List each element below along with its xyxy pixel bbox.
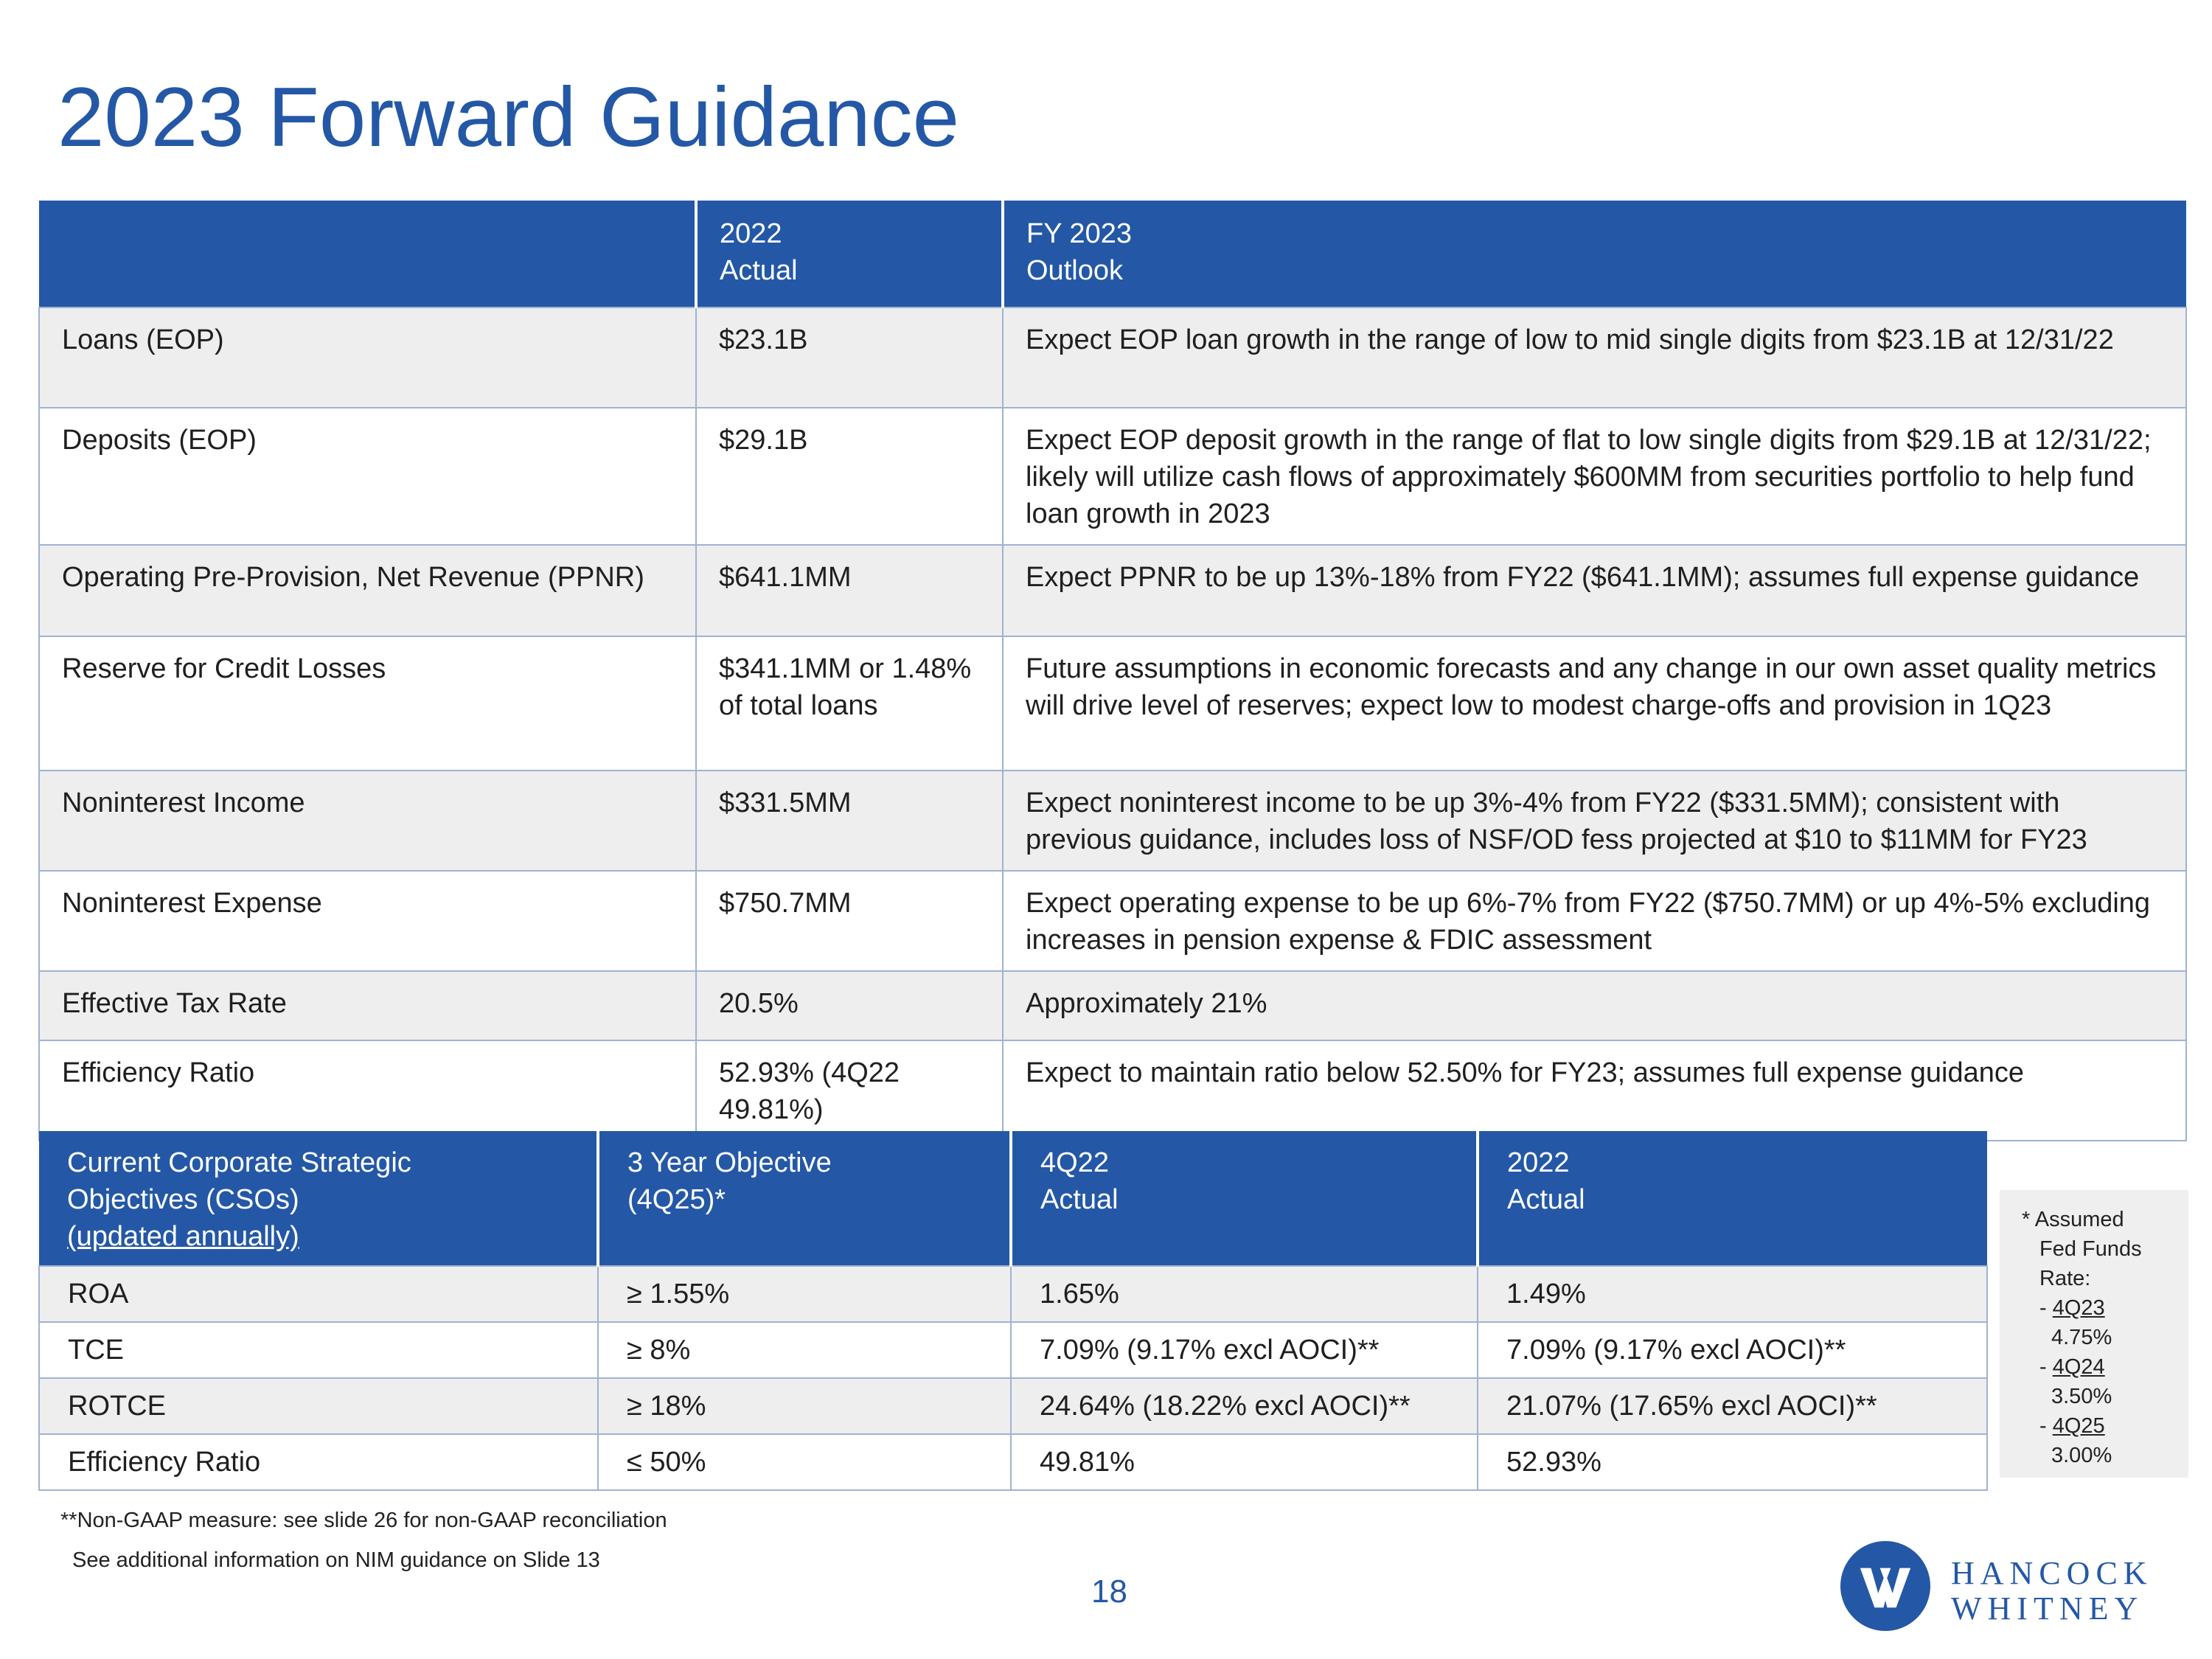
table-row [39,636,2186,771]
table-row [39,1378,1987,1434]
actual-cell: $341.1MM or 1.48% of total loans [696,636,1003,771]
efficiency-actual-value: 52.93% (4Q22 49.81%) [719,1057,900,1125]
metric-cell: Effective Tax Rate [39,971,696,1040]
fed-item: - 4Q23 [2039,1296,2105,1320]
table-row [39,971,2186,1040]
hancock-whitney-logo-icon [1840,1541,1930,1631]
guidance-header-outlook: FY 2023 Outlook [1003,201,2186,307]
outlook-cell: Approximately 21% [1003,971,2186,1040]
cso-name-cell: TCE [39,1322,598,1378]
cso-2022-cell: 52.93% [1478,1434,1987,1490]
fed-quarter-link[interactable]: 4Q24 [2052,1355,2105,1379]
outlook-cell: Expect to maintain ratio below 52.50% for FY23; assumes full expense guidance [1003,1040,2186,1141]
cso-objective-cell: ≥ 8% [598,1322,1011,1378]
logo-wordmark: HANCOCK WHITNEY [1951,1555,2153,1627]
guidance-header-actual: 2022 Actual [696,201,1003,307]
metric-cell: Reserve for Credit Losses [39,636,696,771]
guidance-table [38,201,2187,1141]
cso-name-cell: ROTCE [39,1378,598,1434]
footnote-nim: See additional information on NIM guidance on Slide 13 [72,1548,600,1572]
cso-4q22-cell: 49.81% [1011,1434,1478,1490]
cso-header-row [39,1131,1987,1266]
fed-rate: 3.00% [2051,1444,2112,1467]
actual-cell: $641.1MM [696,545,1003,636]
guidance-header-row [39,201,2186,307]
table-row [39,408,2186,545]
fed-rate: 3.50% [2051,1385,2112,1408]
cso-2022-cell: 21.07% (17.65% excl AOCI)** [1478,1378,1987,1434]
cso-objective-cell: ≤ 50% [598,1434,1011,1490]
table-row [39,545,2186,636]
cso-header-4q22: 4Q22 Actual [1011,1131,1478,1266]
fed-item: - 4Q25 [2039,1414,2105,1438]
fed-quarter-link[interactable]: 4Q23 [2052,1296,2105,1320]
cso-table [38,1131,1988,1491]
cso-4q22-cell: 24.64% (18.22% excl AOCI)** [1011,1378,1478,1434]
outlook-cell: Expect operating expense to be up 6%-7% from FY22 ($750.7MM) or up 4%-5% excluding increases in pension expense & FDIC assessment [1003,871,2186,971]
company-logo [1840,1541,2209,1637]
updated-annually-link[interactable]: (updated annually) [67,1221,299,1252]
table-row [39,1040,2186,1141]
outlook-cell: Future assumptions in economic forecasts and any change in our own asset quality metrics will drive level of reserves; expect low to modest charge-offs and provision in 1Q23 [1003,636,2186,771]
actual-cell: $331.5MM [696,771,1003,871]
cso-name-cell: ROA [39,1266,598,1322]
actual-cell: $29.1B [696,408,1003,545]
cso-4q22-cell: 7.09% (9.17% excl AOCI)** [1011,1322,1478,1378]
cso-header-objectives: Current Corporate Strategic Objectives (CSOs) (updated annually) [39,1131,598,1266]
cso-2022-cell: 1.49% [1478,1266,1987,1322]
metric-cell: Noninterest Expense [39,871,696,971]
cso-objective-cell: ≥ 18% [598,1378,1011,1434]
fed-item: - 4Q24 [2039,1355,2105,1379]
actual-cell [696,1040,1003,1141]
outlook-cell: Expect PPNR to be up 13%-18% from FY22 ($641.1MM); assumes full expense guidance [1003,545,2186,636]
outlook-cell: Expect noninterest income to be up 3%-4% from FY22 ($331.5MM); consistent with previous guidance, includes loss of NSF/OD fess projected at $10 to $11MM for FY23 [1003,771,2186,871]
metric-cell: Operating Pre-Provision, Net Revenue (PPNR) [39,545,696,636]
table-row [39,771,2186,871]
footnote-non-gaap: **Non-GAAP measure: see slide 26 for non-GAAP reconciliation [60,1509,667,1532]
table-row [39,871,2186,971]
cso-name-cell: Efficiency Ratio [39,1434,598,1490]
metric-cell: Loans (EOP) [39,307,696,408]
cso-4q22-cell: 1.65% [1011,1266,1478,1322]
metric-cell: Efficiency Ratio [39,1040,696,1141]
cso-header-2022: 2022 Actual [1478,1131,1987,1266]
table-row [39,307,2186,408]
metric-cell: Deposits (EOP) [39,408,696,545]
table-row [39,1322,1987,1378]
fed-funds-note: * Assumed Fed Funds Rate: - 4Q23 4.75% - 4Q24 3.50% - 4Q25 3.00% [2000,1190,2188,1478]
actual-cell: $23.1B [696,307,1003,408]
actual-cell: $750.7MM [696,871,1003,971]
actual-cell: 20.5% [696,971,1003,1040]
page-number: 18 [1091,1573,1127,1610]
cso-header-3yr: 3 Year Objective (4Q25)* [598,1131,1011,1266]
cso-2022-cell: 7.09% (9.17% excl AOCI)** [1478,1322,1987,1378]
fed-quarter-link[interactable]: 4Q25 [2052,1414,2105,1438]
table-row [39,1266,1987,1322]
fed-rate: 4.75% [2051,1326,2112,1349]
outlook-cell: Expect EOP deposit growth in the range of flat to low single digits from $29.1B at 12/31/22; likely will utilize cash flows of approximately $600MM from securities portfolio to help fund loan growth in 2023 [1003,408,2186,545]
page-title: 2023 Forward Guidance [58,71,960,164]
metric-cell: Noninterest Income [39,771,696,871]
outlook-cell: Expect EOP loan growth in the range of low to mid single digits from $23.1B at 12/31/22 [1003,307,2186,408]
table-row [39,1434,1987,1490]
cso-objective-cell: ≥ 1.55% [598,1266,1011,1322]
guidance-header-metric [39,201,696,307]
